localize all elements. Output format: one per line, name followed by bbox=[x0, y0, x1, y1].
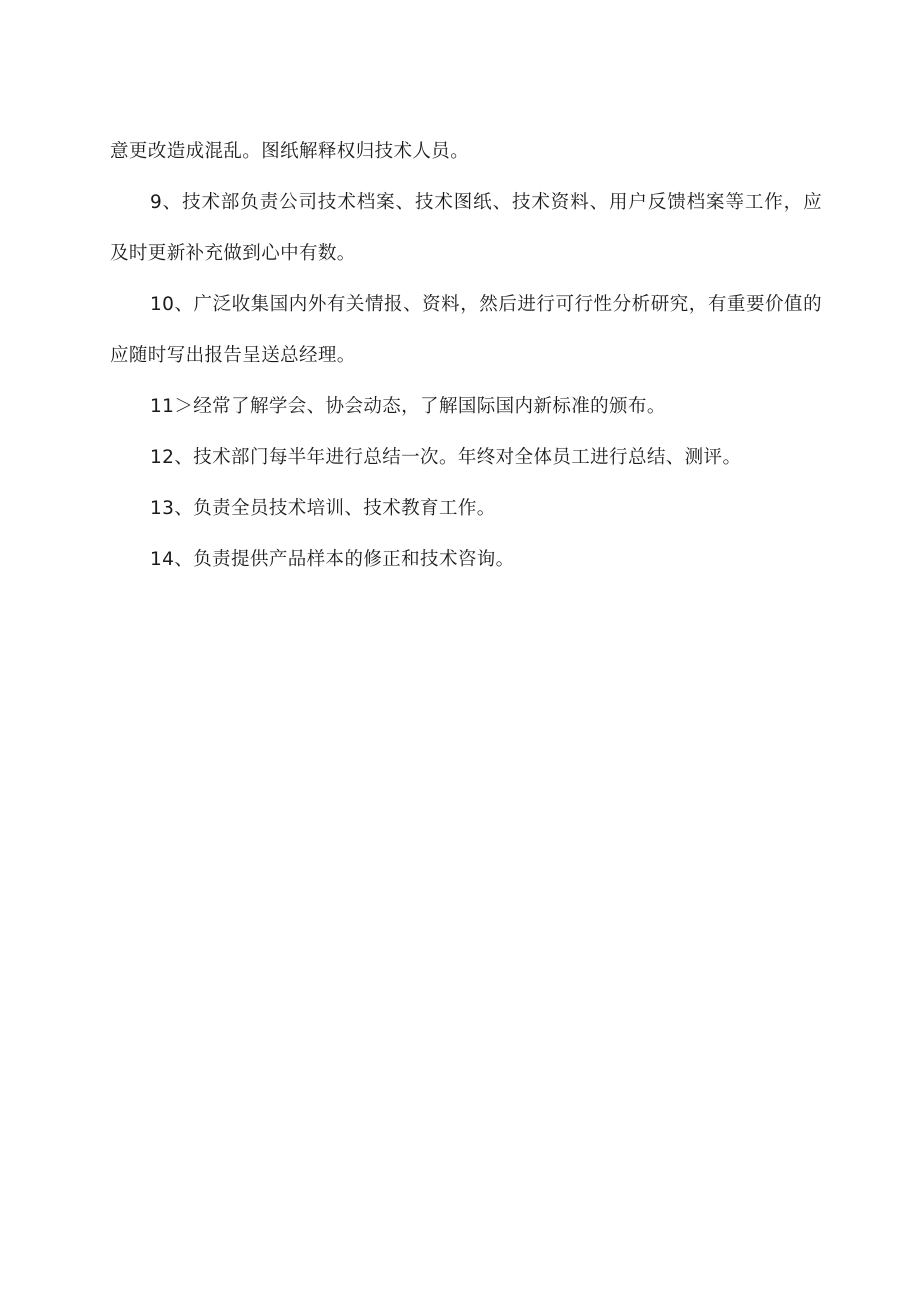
paragraph-item-14: 14、负责提供产品样本的修正和技术咨询。 bbox=[150, 549, 515, 570]
paragraph-item-13: 13、负责全员技术培训、技术教育工作。 bbox=[150, 498, 496, 519]
paragraph-item-9: 9、技术部负责公司技术档案、技术图纸、技术资料、用户反馈档案等工作，应及时更新补充做到心中有数。 bbox=[110, 192, 822, 264]
paragraph-item-10: 10、广泛收集国内外有关情报、资料，然后进行可行性分析研究，有重要价值的应随时写出报告呈送总经理。 bbox=[110, 294, 822, 366]
paragraph-item-12: 12、技术部门每半年进行总结一次。年终对全体员工进行总结、测评。 bbox=[150, 447, 742, 468]
paragraph-item-11: 11＞经常了解学会、协会动态，了解国际国内新标准的颁布。 bbox=[150, 396, 666, 417]
paragraph-continuation: 意更改造成混乱。图纸解释权归技术人员。 bbox=[110, 141, 470, 162]
document-body bbox=[110, 126, 822, 585]
